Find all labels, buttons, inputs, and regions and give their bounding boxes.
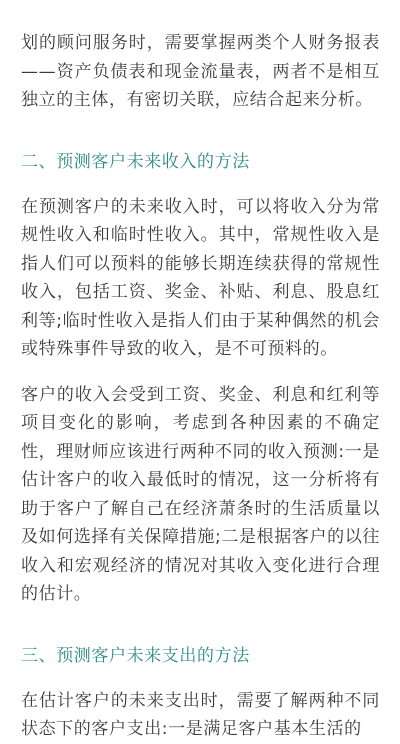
spacer: [21, 670, 380, 687]
section-heading-expense-forecast: 三、预测客户未来支出的方法: [21, 645, 250, 666]
paragraph-income-types: 在预测客户的未来收入时，可以将收入分为常规性收入和临时性收入。其中，常规性收入是指人们可以预料的能够长期连续获得的常规性收入，包括工资、奖金、补贴、利息、股息红利等;临时性收入是指人们由于某种偶然的机会或特殊事件导致的收入，是不可预料的。: [21, 196, 380, 359]
spacer: [21, 364, 380, 381]
spacer: [21, 609, 380, 642]
spacer: [21, 176, 380, 193]
article-body: [21, 29, 380, 744]
section-heading-income-forecast: 二、预测客户未来收入的方法: [21, 151, 250, 172]
paragraph-expense-states: 在估计客户的未来支出时，需要了解两种不同状态下的客户支出:一是满足客户基本生活的: [21, 690, 380, 739]
paragraph-financial-statements: 划的顾问服务时，需要掌握两类个人财务报表——资产负债表和现金流量表，两者不是相互独立的主体，有密切关联，应结合起来分析。: [21, 33, 380, 110]
spacer: [21, 115, 380, 148]
paragraph-income-forecast-scenarios: 客户的收入会受到工资、奖金、利息和红利等项目变化的影响，考虑到各种因素的不确定性，理财师应该进行两种不同的收入预测:一是估计客户的收入最低时的情况，这一分析将有助于客户了解自己在经济萧条时的生活质量以及如何选择有关保障措施;二是根据客户的以往收入和宏观经济的情况对其收入变化进行合理的估计。: [21, 384, 380, 604]
